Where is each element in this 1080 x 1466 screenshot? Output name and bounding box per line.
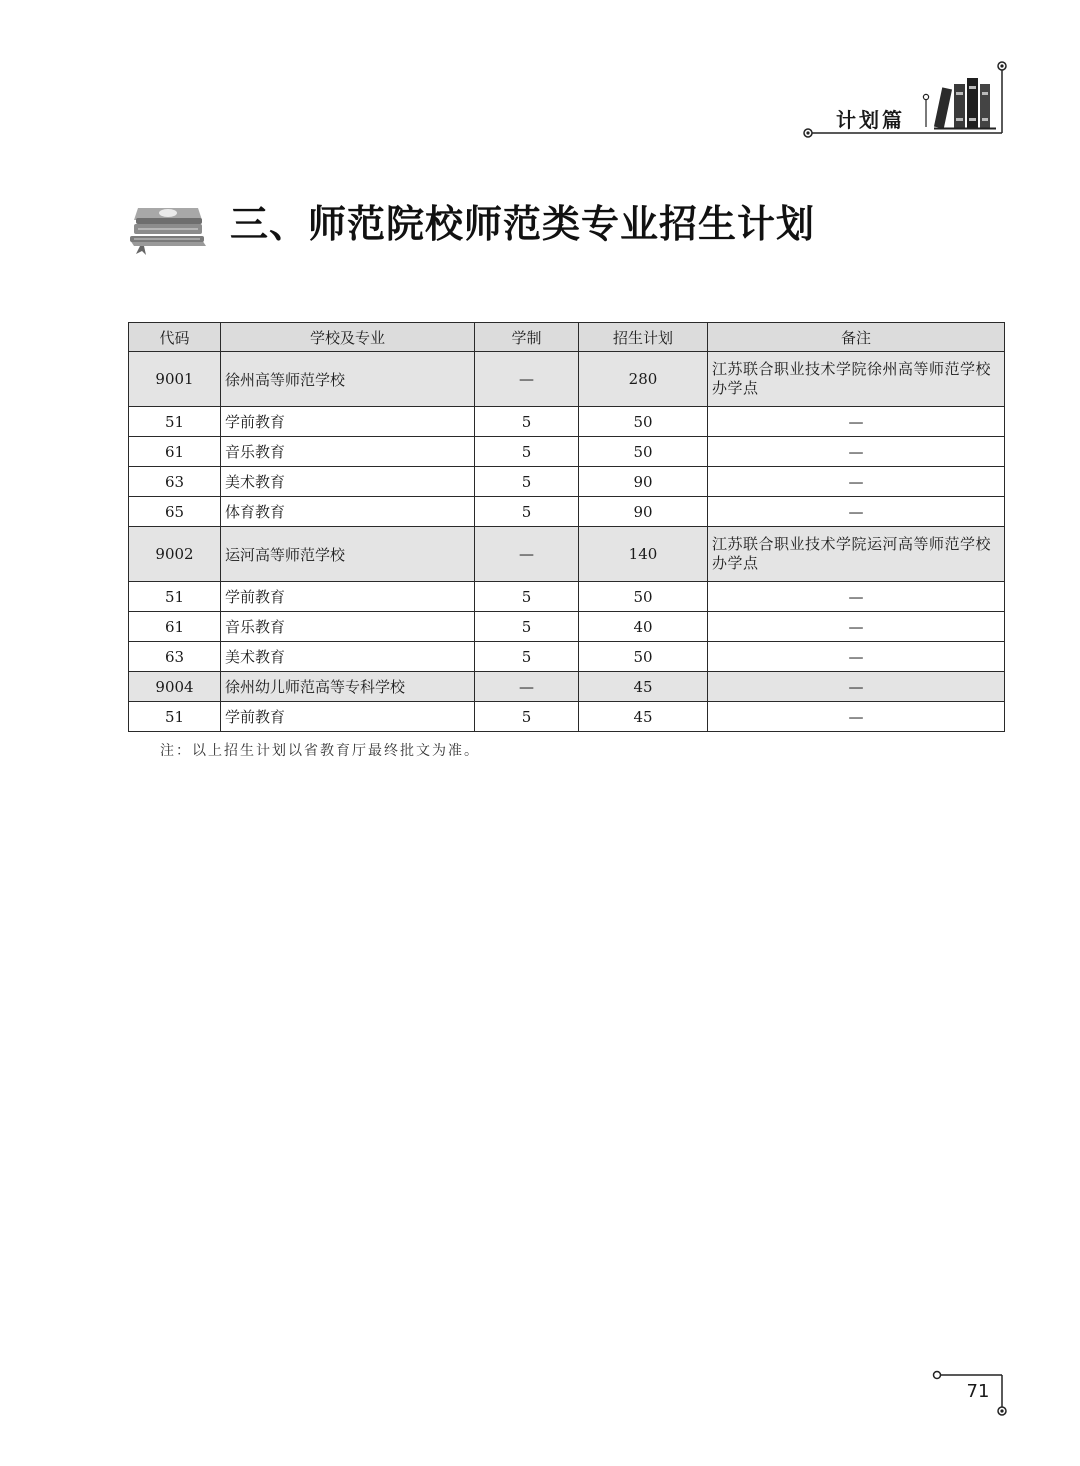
table-row xyxy=(129,467,1005,497)
cell-major-name: 音乐教育 xyxy=(221,612,475,642)
page-number: 71 xyxy=(966,1381,990,1402)
cell-plan: 40 xyxy=(579,612,708,642)
footnote: 注：以上招生计划以省教育厅最终批文为准。 xyxy=(160,743,480,759)
cell-years: 5 xyxy=(475,407,579,437)
cell-note: 江苏联合职业技术学院运河高等师范学校办学点 xyxy=(708,527,1005,582)
column-header-note: 备注 xyxy=(708,323,1005,352)
cell-years: 5 xyxy=(475,702,579,732)
enrollment-plan-table xyxy=(128,322,1005,732)
cell-code: 9001 xyxy=(129,352,221,407)
page-title: 三、师范院校师范类专业招生计划 xyxy=(230,202,816,246)
table-row-school xyxy=(129,527,1005,582)
table-row xyxy=(129,702,1005,732)
cell-plan: 280 xyxy=(579,352,708,407)
column-header-plan: 招生计划 xyxy=(579,323,708,352)
cell-plan: 45 xyxy=(579,702,708,732)
book-stack-icon xyxy=(124,196,212,256)
cell-plan: 50 xyxy=(579,437,708,467)
cell-plan: 50 xyxy=(579,582,708,612)
cell-plan: 90 xyxy=(579,467,708,497)
table-row-school xyxy=(129,352,1005,407)
cell-code: 61 xyxy=(129,612,221,642)
cell-plan: 45 xyxy=(579,672,708,702)
cell-note: — xyxy=(708,467,1005,497)
cell-major-name: 学前教育 xyxy=(221,582,475,612)
cell-code: 9002 xyxy=(129,527,221,582)
table-header-row xyxy=(129,323,1005,352)
cell-note: — xyxy=(708,407,1005,437)
cell-note: — xyxy=(708,582,1005,612)
cell-code: 63 xyxy=(129,642,221,672)
column-header-code: 代码 xyxy=(129,323,221,352)
table-row xyxy=(129,582,1005,612)
cell-major-name: 音乐教育 xyxy=(221,437,475,467)
cell-note: — xyxy=(708,437,1005,467)
cell-years: 5 xyxy=(475,437,579,467)
cell-code: 51 xyxy=(129,702,221,732)
table-row xyxy=(129,497,1005,527)
cell-years: 5 xyxy=(475,467,579,497)
table-row xyxy=(129,407,1005,437)
cell-school-name: 徐州幼儿师范高等专科学校 xyxy=(221,672,475,702)
cell-note: — xyxy=(708,642,1005,672)
cell-code: 61 xyxy=(129,437,221,467)
column-header-school-major: 学校及专业 xyxy=(221,323,475,352)
column-header-years: 学制 xyxy=(475,323,579,352)
cell-years: — xyxy=(475,527,579,582)
table-row xyxy=(129,612,1005,642)
bookshelf-icon xyxy=(934,78,996,129)
cell-code: 63 xyxy=(129,467,221,497)
cell-years: 5 xyxy=(475,612,579,642)
cell-note: — xyxy=(708,612,1005,642)
cell-note: 江苏联合职业技术学院徐州高等师范学校办学点 xyxy=(708,352,1005,407)
cell-school-name: 运河高等师范学校 xyxy=(221,527,475,582)
cell-plan: 50 xyxy=(579,642,708,672)
cell-years: 5 xyxy=(475,642,579,672)
cell-code: 51 xyxy=(129,582,221,612)
cell-major-name: 学前教育 xyxy=(221,702,475,732)
cell-major-name: 学前教育 xyxy=(221,407,475,437)
cell-major-name: 体育教育 xyxy=(221,497,475,527)
cell-plan: 140 xyxy=(579,527,708,582)
table-row xyxy=(129,437,1005,467)
cell-major-name: 美术教育 xyxy=(221,642,475,672)
cell-plan: 50 xyxy=(579,407,708,437)
cell-note: — xyxy=(708,702,1005,732)
cell-years: — xyxy=(475,672,579,702)
table-row xyxy=(129,642,1005,672)
cell-plan: 90 xyxy=(579,497,708,527)
cell-school-name: 徐州高等师范学校 xyxy=(221,352,475,407)
cell-years: 5 xyxy=(475,582,579,612)
cell-years: — xyxy=(475,352,579,407)
section-tag: 计划篇 xyxy=(836,108,905,132)
table-row-school xyxy=(129,672,1005,702)
cell-code: 51 xyxy=(129,407,221,437)
cell-major-name: 美术教育 xyxy=(221,467,475,497)
cell-code: 9004 xyxy=(129,672,221,702)
cell-note: — xyxy=(708,672,1005,702)
cell-code: 65 xyxy=(129,497,221,527)
cell-years: 5 xyxy=(475,497,579,527)
cell-note: — xyxy=(708,497,1005,527)
